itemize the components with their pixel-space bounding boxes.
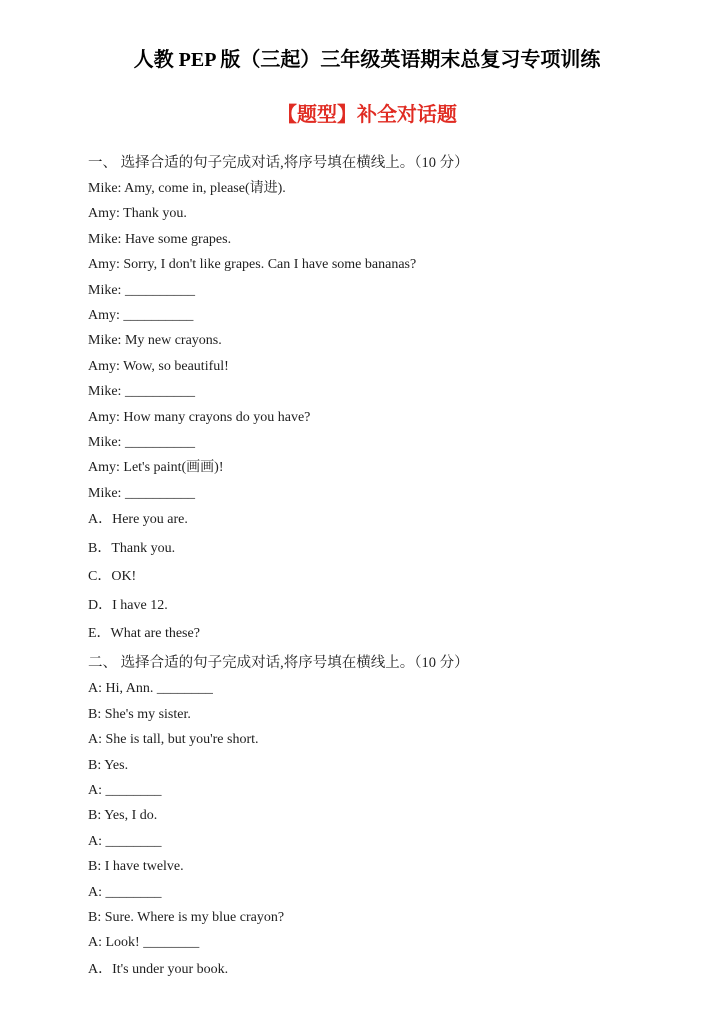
dialogue-line: B: I have twelve. — [88, 859, 184, 875]
section-1-heading: 一、 选择合适的句子完成对话,将序号填在横线上。（10 分） — [88, 155, 469, 171]
option-item: D．I have 12. — [88, 597, 168, 613]
option-item: A．It's under your book. — [88, 961, 229, 977]
dialogue-line: Mike: __________ — [88, 384, 195, 400]
section-1 — [88, 150, 646, 648]
section-2 — [88, 650, 646, 984]
option-item: B．Thank you. — [88, 540, 176, 556]
dialogue-line: A: Look! ________ — [88, 935, 200, 951]
dialogue-line: B: She's my sister. — [88, 706, 191, 722]
dialogue-line: B: Yes. — [88, 757, 129, 773]
section-1-options — [88, 506, 646, 648]
option-item: C．OK! — [88, 569, 137, 585]
dialogue-line: B: Yes, I do. — [88, 808, 158, 824]
dialogue-line: A: ________ — [88, 833, 162, 849]
dialogue-line: Mike: __________ — [88, 282, 195, 298]
document-title: 人教 PEP 版（三起）三年级英语期末总复习专项训练 — [133, 49, 601, 71]
dialogue-line: A: Hi, Ann. ________ — [88, 681, 213, 697]
dialogue-line: A: ________ — [88, 884, 162, 900]
section-2-heading: 二、 选择合适的句子完成对话,将序号填在横线上。（10 分） — [88, 655, 469, 672]
option-item: E．What are these? — [88, 625, 200, 641]
dialogue-line: A: ________ — [88, 782, 162, 798]
section-2-dialogue — [88, 676, 646, 955]
dialogue-line: Mike: Amy, come in, please(请进). — [88, 181, 286, 196]
dialogue-line: Amy: How many crayons do you have? — [88, 409, 311, 425]
topic-heading: 【题型】补全对话题 — [277, 104, 457, 126]
dialogue-line: A: She is tall, but you're short. — [88, 732, 259, 748]
section-2-options — [88, 956, 646, 984]
section-1-dialogue — [88, 176, 646, 506]
option-item: A．Here you are. — [88, 512, 188, 528]
dialogue-line: Mike: My new crayons. — [88, 333, 222, 349]
dialogue-line: Mike: __________ — [88, 435, 195, 451]
dialogue-line: Mike: __________ — [88, 485, 195, 501]
dialogue-line: Amy: Thank you. — [88, 206, 187, 222]
dialogue-line: B: Sure. Where is my blue crayon? — [88, 909, 285, 925]
dialogue-line: Amy: Sorry, I don't like grapes. Can I have some bananas? — [88, 257, 417, 273]
dialogue-line: Amy: Let's paint(画画)! — [88, 460, 224, 476]
dialogue-line: Mike: Have some grapes. — [88, 231, 232, 247]
dialogue-line: Amy: Wow, so beautiful! — [88, 358, 229, 374]
dialogue-line: Amy: __________ — [88, 308, 194, 324]
